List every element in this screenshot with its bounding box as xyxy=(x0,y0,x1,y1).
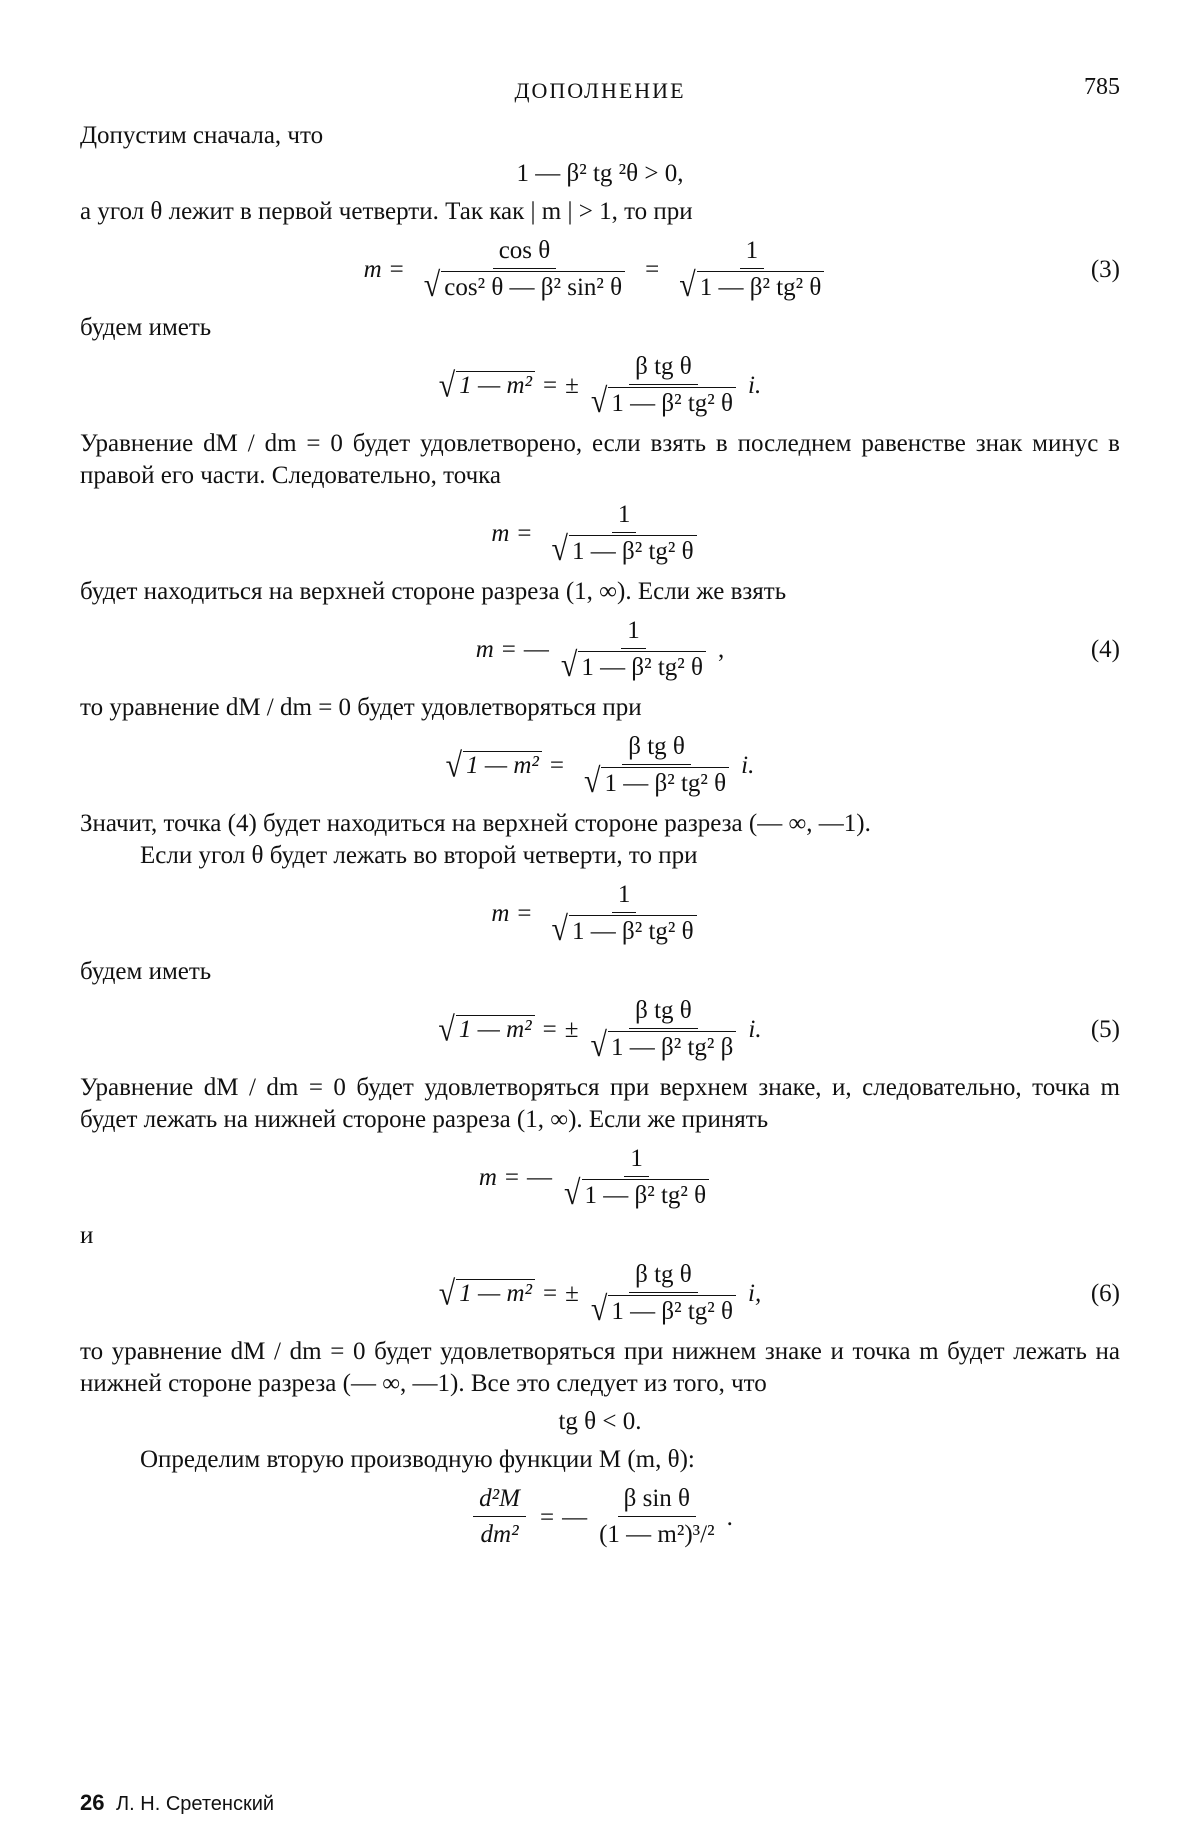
equation-m-2: m = 1 √ 1 — β² tg² θ xyxy=(80,880,1120,948)
paragraph-2: а угол θ лежит в первой четверти. Так как | m | > 1, то при xyxy=(80,198,693,225)
equation-4: m = — 1 √ 1 — β² tg² θ , (4) xyxy=(475,617,1120,685)
equation-number-4: (4) xyxy=(1090,636,1120,663)
paragraph-9: будем иметь xyxy=(80,958,212,985)
equation-sqrt-2: √ 1 — m² = β tg θ √ 1 — β² tg² θ i. xyxy=(445,733,755,801)
page xyxy=(80,70,1120,1559)
paragraph-4: Уравнение dM / dm = 0 будет удовлетворено, если взять в последнем равенстве знак минус в правой его части. Следовательно, точка xyxy=(80,430,1120,489)
equation-number-3: (3) xyxy=(1090,256,1120,283)
paragraph-7: Значит, точка (4) будет находиться на верхней стороне разреза (— ∞, —1). xyxy=(80,810,871,837)
inequality-1: 1 — β² tg ²θ > 0, xyxy=(516,160,684,187)
paragraph-6: то уравнение dM / dm = 0 будет удовлетворяться при xyxy=(80,694,642,721)
paragraph-10: Уравнение dM / dm = 0 будет удовлетворяться при верхнем знаке, и, следовательно, точка m будет лежать на нижней стороне разреза (1, ∞). Если же принять xyxy=(80,1074,1120,1133)
paragraph-3: будем иметь xyxy=(80,314,212,341)
equation-number-5: (5) xyxy=(1090,1016,1120,1043)
signature-mark: 26 xyxy=(80,1790,105,1815)
equation-m-3: m = — 1 √ 1 — β² tg² θ xyxy=(80,1144,1120,1212)
inequality-2: tg θ < 0. xyxy=(558,1408,642,1435)
equation-5: √ 1 — m² = ± β tg θ √ 1 — β² tg² β i. (5) xyxy=(438,997,1120,1065)
equation-second-derivative: $\frac{\text{d²M}}{\text{dm²}}$ = — $\frac{\text{β sin θ}}{\text{(1 — m²)³/²}}$ . xyxy=(80,1484,1120,1551)
page-footer xyxy=(80,1790,274,1816)
paragraph-11: и xyxy=(80,1222,94,1249)
paragraph-13: Определим вторую производную функции M (m, θ): xyxy=(140,1446,695,1473)
running-head: ДОПОЛНЕНИЕ xyxy=(514,78,686,103)
paragraph-5: будет находиться на верхней стороне разреза (1, ∞). Если же взять xyxy=(80,578,787,605)
equation-m-1: m = 1 √ 1 — β² tg² θ xyxy=(80,500,1120,568)
page-header xyxy=(80,70,1120,120)
equation-6: √ 1 — m² = ± β tg θ √ 1 — β² tg² θ i, (6) xyxy=(438,1261,1120,1329)
author-name: Л. Н. Сретенский xyxy=(116,1793,275,1815)
paragraph-1: Допустим сначала, что xyxy=(80,122,324,149)
equation-3: m = cos θ √ cos² θ — β² sin² θ = 1 √ 1 — β² tg² θ (3) xyxy=(363,237,1120,305)
paragraph-12: то уравнение dM / dm = 0 будет удовлетворяться при нижнем знаке и точка m будет лежать на нижней стороне разреза (— ∞, —1). Все это следует из того, что xyxy=(80,1338,1120,1397)
equation-sqrt-1: √ 1 — m² = ± β tg θ √ 1 — β² tg² θ i. xyxy=(438,353,762,421)
paragraph-8: Если угол θ будет лежать во второй четверти, то при xyxy=(140,842,698,869)
page-number: 785 xyxy=(1084,74,1120,100)
equation-number-6: (6) xyxy=(1090,1280,1120,1307)
